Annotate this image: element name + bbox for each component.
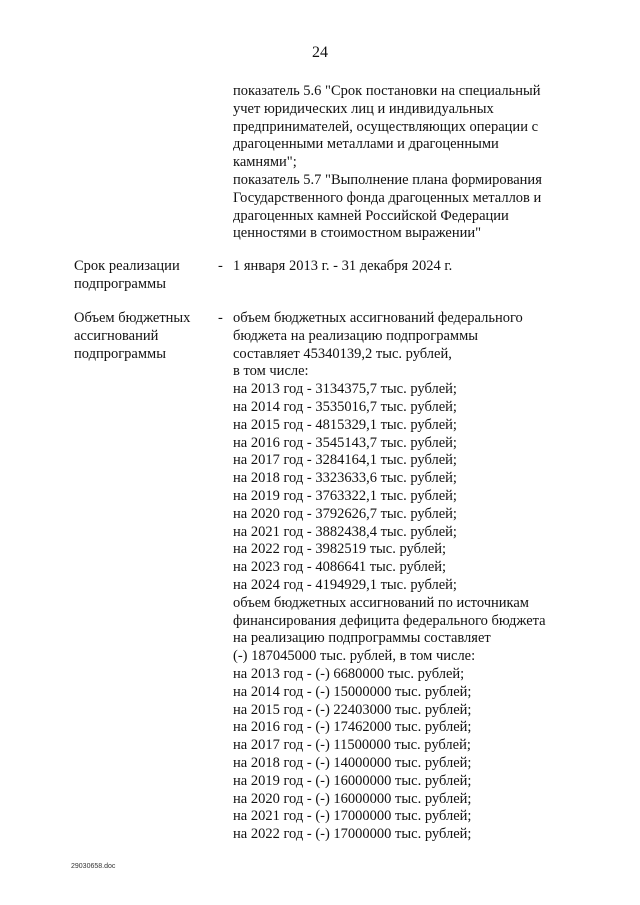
text-line: показатель 5.6 "Срок постановки на специальный: [233, 83, 541, 99]
budget-label: [74, 310, 190, 363]
budget-line: на 2024 год - 4194929,1 тыс. рублей;: [233, 576, 457, 593]
text-line: драгоценными металлами и драгоценными: [233, 136, 499, 153]
label-line: подпрограммы: [74, 345, 166, 362]
budget-line: на 2017 год - 3284164,1 тыс. рублей;: [233, 452, 457, 469]
term-value: 1 января 2013 г. - 31 декабря 2024 г.: [233, 258, 453, 274]
budget-line: на 2020 год - (-) 16000000 тыс. рублей;: [233, 790, 472, 807]
budget-line: на 2020 год - 3792626,7 тыс. рублей;: [233, 505, 457, 522]
budget-line: на 2018 год - 3323633,6 тыс. рублей;: [233, 470, 457, 487]
budget-line: составляет 45340139,2 тыс. рублей,: [233, 345, 452, 362]
budget-line: объем бюджетных ассигнований по источникам: [233, 594, 529, 611]
label-line: подпрограммы: [74, 275, 166, 292]
label-line: ассигнований: [74, 327, 159, 344]
budget-line: (-) 187045000 тыс. рублей, в том числе:: [233, 648, 476, 665]
term-dash: -: [218, 258, 223, 274]
budget-line: на 2023 год - 4086641 тыс. рублей;: [233, 559, 447, 576]
budget-line: на 2013 год - 3134375,7 тыс. рублей;: [233, 381, 457, 398]
label-line: Объем бюджетных: [74, 310, 191, 326]
budget-line: в том числе:: [233, 363, 309, 380]
budget-value: [233, 310, 546, 844]
term-label: [74, 258, 180, 294]
budget-line: на 2019 год - (-) 16000000 тыс. рублей;: [233, 772, 472, 789]
budget-line: на 2014 год - (-) 15000000 тыс. рублей;: [233, 683, 472, 700]
text-line: предпринимателей, осуществляющих операции с: [233, 118, 539, 135]
budget-line: объем бюджетных ассигнований федерального: [233, 310, 523, 326]
text-line: Государственного фонда драгоценных металлов и: [233, 189, 542, 206]
budget-line: на 2017 год - (-) 11500000 тыс. рублей;: [233, 737, 471, 754]
budget-line: на 2019 год - 3763322,1 тыс. рублей;: [233, 487, 457, 504]
budget-line: финансирования дефицита федерального бюджета: [233, 612, 546, 629]
indicators-text: [233, 83, 573, 243]
budget-line: на реализацию подпрограммы составляет: [233, 630, 491, 647]
budget-line: на 2013 год - (-) 6680000 тыс. рублей;: [233, 665, 465, 682]
text-line: учет юридических лиц и индивидуальных: [233, 100, 494, 117]
file-name-footer: 29030658.doc: [71, 863, 116, 870]
budget-line: на 2014 год - 3535016,7 тыс. рублей;: [233, 398, 457, 415]
budget-line: на 2022 год - (-) 17000000 тыс. рублей;: [233, 826, 472, 843]
budget-line: бюджета на реализацию подпрограммы: [233, 327, 479, 344]
budget-dash: -: [218, 310, 223, 326]
budget-line: на 2016 год - 3545143,7 тыс. рублей;: [233, 434, 457, 451]
text-line: драгоценных камней Российской Федерации: [233, 207, 509, 224]
budget-line: на 2018 год - (-) 14000000 тыс. рублей;: [233, 754, 472, 771]
budget-line: на 2022 год - 3982519 тыс. рублей;: [233, 541, 447, 558]
budget-line: на 2016 год - (-) 17462000 тыс. рублей;: [233, 719, 472, 736]
budget-line: на 2015 год - (-) 22403000 тыс. рублей;: [233, 701, 472, 718]
text-line: ценностями в стоимостном выражении": [233, 225, 482, 242]
page-number: 24: [312, 44, 328, 61]
budget-line: на 2021 год - (-) 17000000 тыс. рублей;: [233, 808, 472, 825]
budget-line: на 2021 год - 3882438,4 тыс. рублей;: [233, 523, 457, 540]
text-line: показатель 5.7 "Выполнение плана формирования: [233, 171, 542, 188]
text-line: камнями";: [233, 154, 297, 171]
label-line: Срок реализации: [74, 258, 180, 274]
budget-line: на 2015 год - 4815329,1 тыс. рублей;: [233, 416, 457, 433]
